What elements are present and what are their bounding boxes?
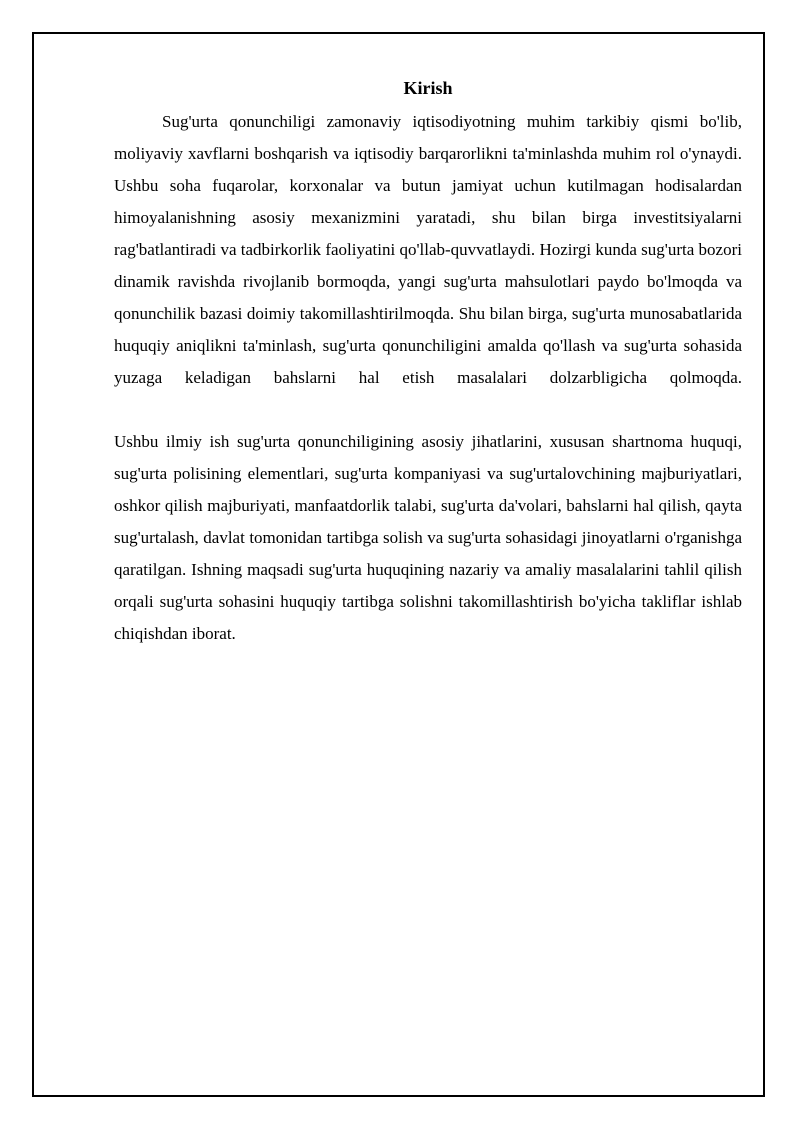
paragraph-intro: Sug'urta qonunchiligi zamonaviy iqtisodiyotning muhim tarkibiy qismi bo'lib, moliyaviy xavflarni boshqarish va iqtisodiy barqarorlikni ta'minlashda muhim rol o'ynaydi. Ushbu soha fuqarolar, korxonalar va butun jamiyat uchun kutilmagan hodisalardan himoyalanishning asosiy mexanizmini yaratadi, shu bilan birga investitsiyalarni rag'batlantiradi va tadbirkorlik faoliyatini qo'llab-quvvatlaydi. Hozirgi kunda sug'urta bozori dinamik ravishda rivojlanib bormoqda, yangi sug'urta mahsulotlari paydo bo'lmoqda va qonunchilik bazasi doimiy takomillashtirilmoqda. Shu bilan birga, sug'urta munosabatlarida huquqiy aniqlikni ta'minlash, sug'urta qonunchiligini amalda qo'llash va sug'urta sohasida yuzaga keladigan bahslarni hal etish masalalari dolzarbligicha qolmoqda. [114,112,742,387]
document-title: Kirish [403,78,453,98]
paragraph-gap [114,394,742,426]
document-body [114,76,742,650]
paragraph-aim: Ushbu ilmiy ish sug'urta qonunchiligining asosiy jihatlarini, xususan shartnoma huquqi, sug'urta polisining elementlari, sug'urta kompaniyasi va sug'urtalovchining majburiyatlari, oshkor qilish majburiyati, manfaatdorlik talabi, sug'urta da'volari, bahslarni hal qilish, qayta sug'urtalash, davlat tomonidan tartibga solish va sug'urta sohasidagi jinoyatlarni o'rganishga qaratilgan. Ishning maqsadi sug'urta huquqining nazariy va amaliy masalalarini tahlil qilish orqali sug'urta sohasini huquqiy tartibga solishni takomillashtirish bo'yicha takliflar ishlab chiqishdan iborat. [114,432,742,643]
